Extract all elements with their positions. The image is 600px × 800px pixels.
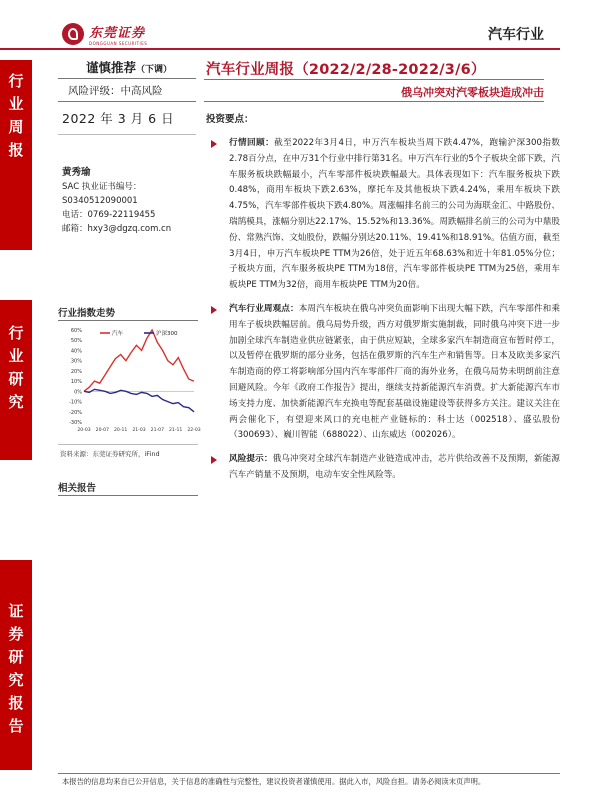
- chart-source: 资料来源：东莞证券研究所，iFind: [60, 450, 160, 458]
- side-tab-char: 究: [8, 393, 24, 411]
- legend-label: 沪深300: [156, 331, 178, 337]
- y-tick-label: -10%: [69, 399, 82, 406]
- brand-mark-icon: [62, 23, 84, 45]
- brand-name: 东莞证券: [89, 26, 146, 41]
- y-tick-label: -20%: [69, 409, 82, 416]
- bullet-lead: 行情回顾：: [229, 138, 275, 148]
- divider: [58, 444, 198, 445]
- series-line-0: [84, 330, 194, 391]
- side-tab-char: 研: [8, 648, 24, 666]
- divider: [58, 101, 196, 102]
- side-tab-char: 周: [8, 118, 24, 136]
- side-tab-char: 业: [8, 347, 24, 365]
- x-tick-label: 20-03: [77, 428, 91, 433]
- rating-label: 谨慎推荐: [86, 60, 137, 75]
- bullet-arrow-icon: [211, 456, 217, 464]
- header-divider: [0, 48, 560, 50]
- x-tick-label: 21-07: [150, 428, 165, 433]
- divider: [58, 320, 198, 321]
- side-tab-char: 行: [8, 72, 24, 90]
- analyst-email[interactable]: 邮箱：hxy3@dgzq.com.cn: [62, 224, 172, 234]
- report-subtitle: 俄乌冲突对汽零板块造成冲击: [401, 86, 544, 99]
- bullet-risk-warning: [210, 452, 560, 484]
- bullet-market-review: [210, 136, 560, 294]
- brand-name-en: DONGGUAN SECURITIES: [89, 41, 148, 46]
- analyst-cert-no: S0340512090001: [62, 196, 138, 206]
- rating-note: （下调）: [136, 65, 173, 75]
- divider: [58, 78, 196, 79]
- side-tab-char: 告: [8, 717, 24, 735]
- y-tick-label: 20%: [70, 368, 82, 375]
- investment-points: [210, 136, 560, 492]
- bullet-lead: 汽车行业周观点：: [229, 303, 299, 314]
- side-tab-char: 业: [8, 95, 24, 113]
- y-tick-label: 10%: [70, 379, 82, 386]
- report-date: 2022 年 3 月 6 日: [62, 111, 175, 126]
- rating: [86, 58, 172, 76]
- x-tick-label: 20-11: [113, 428, 128, 433]
- analyst-info: [62, 166, 171, 236]
- side-tab-char: 行: [8, 324, 24, 342]
- bullet-text: 俄乌冲突对全球汽车制造产业链造成冲击，芯片供给改善不及预期，新能源汽车产销量不及预期，电动车安全性风险等。: [229, 454, 560, 480]
- index-trend-chart: [58, 324, 201, 442]
- x-tick-label: 21-03: [132, 428, 146, 433]
- side-tab-research: [0, 300, 32, 460]
- series-line-1: [84, 389, 194, 412]
- side-tab-char: 报: [8, 694, 24, 712]
- analyst-name: 黄秀瑜: [62, 167, 91, 178]
- x-tick-label: 22-03: [187, 428, 201, 433]
- footer-divider: [58, 773, 560, 774]
- divider: [204, 101, 544, 102]
- bullet-weekly-view: [210, 302, 560, 444]
- brand-logo: [62, 22, 147, 46]
- risk-rating: 风险评级：中高风险: [68, 85, 163, 97]
- x-tick-label: 20-07: [95, 428, 110, 433]
- side-tab-securities-report: [0, 560, 32, 770]
- analyst-phone: 电话：0769-22119455: [62, 210, 156, 220]
- divider: [204, 79, 544, 80]
- y-tick-label: 50%: [70, 338, 82, 345]
- bullet-arrow-icon: [211, 306, 217, 314]
- bullet-text: 本周汽车板块在俄乌冲突负面影响下出现大幅下跌，汽车零部件和乘用车子板块跌幅居前。俄乌局势升级，西方对俄罗斯实施制裁，同时俄乌冲突下进一步加剧全球汽车制造业供应链紧张，由于供应短缺，全球多家汽车制造商宣布暂时停工，以及暂停在俄罗斯的部分业务，包括在俄罗斯的汽车生产和销售等。日本及欧美多家汽车制造商的停工将影响部分国内汽车零部件厂商的海外业务，在俄乌局势未明朗前注意回避风险。今年《政府工作报告》提出，继续支持新能源汽车消费。扩大新能源汽车市场支持力度、加快新能源汽车充换电等配套基础设施建设等获得多方关注。建议关注在两会催化下，有望迎来风口的充电桩产业链标的：科士达（002518）、盛弘股份（300693）、巍川智能（688022）、山东威达（002026）。: [229, 303, 560, 441]
- related-reports-heading: 相关报告: [58, 483, 97, 494]
- y-tick-label: 0%: [74, 389, 82, 396]
- side-tab-char: 券: [8, 625, 24, 643]
- investment-points-heading: 投资要点：: [206, 114, 254, 125]
- side-tab-char: 证: [8, 602, 24, 620]
- bullet-lead: 风险提示：: [229, 454, 273, 465]
- bullet-arrow-icon: [211, 140, 217, 148]
- chart-title: 行业指数走势: [58, 308, 116, 319]
- legend-label: 汽车: [112, 331, 124, 337]
- side-tab-char: 报: [8, 141, 24, 159]
- footer-disclaimer: 本报告的信息均来自已公开信息，关于信息的准确性与完整性，建议投资者谨慎使用。据此入市，风险自担。请务必阅读末页声明。: [62, 777, 486, 786]
- x-tick-label: 21-11: [168, 428, 183, 433]
- divider: [58, 134, 196, 135]
- side-tab-weekly: [0, 60, 32, 250]
- y-tick-label: 60%: [70, 328, 82, 334]
- bullet-text: 截至2022年3月4日，申万汽车板块当周下跌4.47%，跑输沪深300指数2.78百分点，在申万31个行业中排行第31名。申万汽车行业的5个子板块全部下跌，汽车服务板块跌幅最小，汽车零部件板块跌幅最大。具体表现如下：汽车服务板块下跌0.48%，商用车板块下跌2.63%，摩托车及其他板块下跌4.24%，乘用车板块下跌4.75%，汽车零部件板块下跌4.80%。周涨幅排名前三的公司为海联金汇、中路股份、瑞鹄模具，涨幅分别达22.17%、15.52%和13.36%。周跌幅排名前三的公司为中鼎股份、常熟汽饰、文灿股份，跌幅分别达20.11%、19.41%和18.91%。估值方面，截至3月4日，申万汽车板块PE TTM为26倍，处于近五年68.63%和近十年81.05%分位；子板块方面，汽车服务板块PE TTM为18倍，汽车零部件板块PE TTM为25倍，乘用车板块PE TTM为32倍，商用车板块PE TTM为20倍。: [229, 138, 560, 291]
- y-tick-label: 30%: [70, 358, 82, 365]
- y-tick-label: 40%: [70, 348, 82, 355]
- side-tab-char: 究: [8, 671, 24, 689]
- report-title: 汽车行业周报（2022/2/28-2022/3/6）: [206, 62, 486, 78]
- industry-header: 汽车行业: [488, 27, 544, 43]
- analyst-cert-label: SAC 执业证书编号：: [62, 182, 142, 192]
- divider: [58, 495, 198, 496]
- y-tick-label: -30%: [69, 420, 82, 426]
- side-tab-char: 研: [8, 370, 24, 388]
